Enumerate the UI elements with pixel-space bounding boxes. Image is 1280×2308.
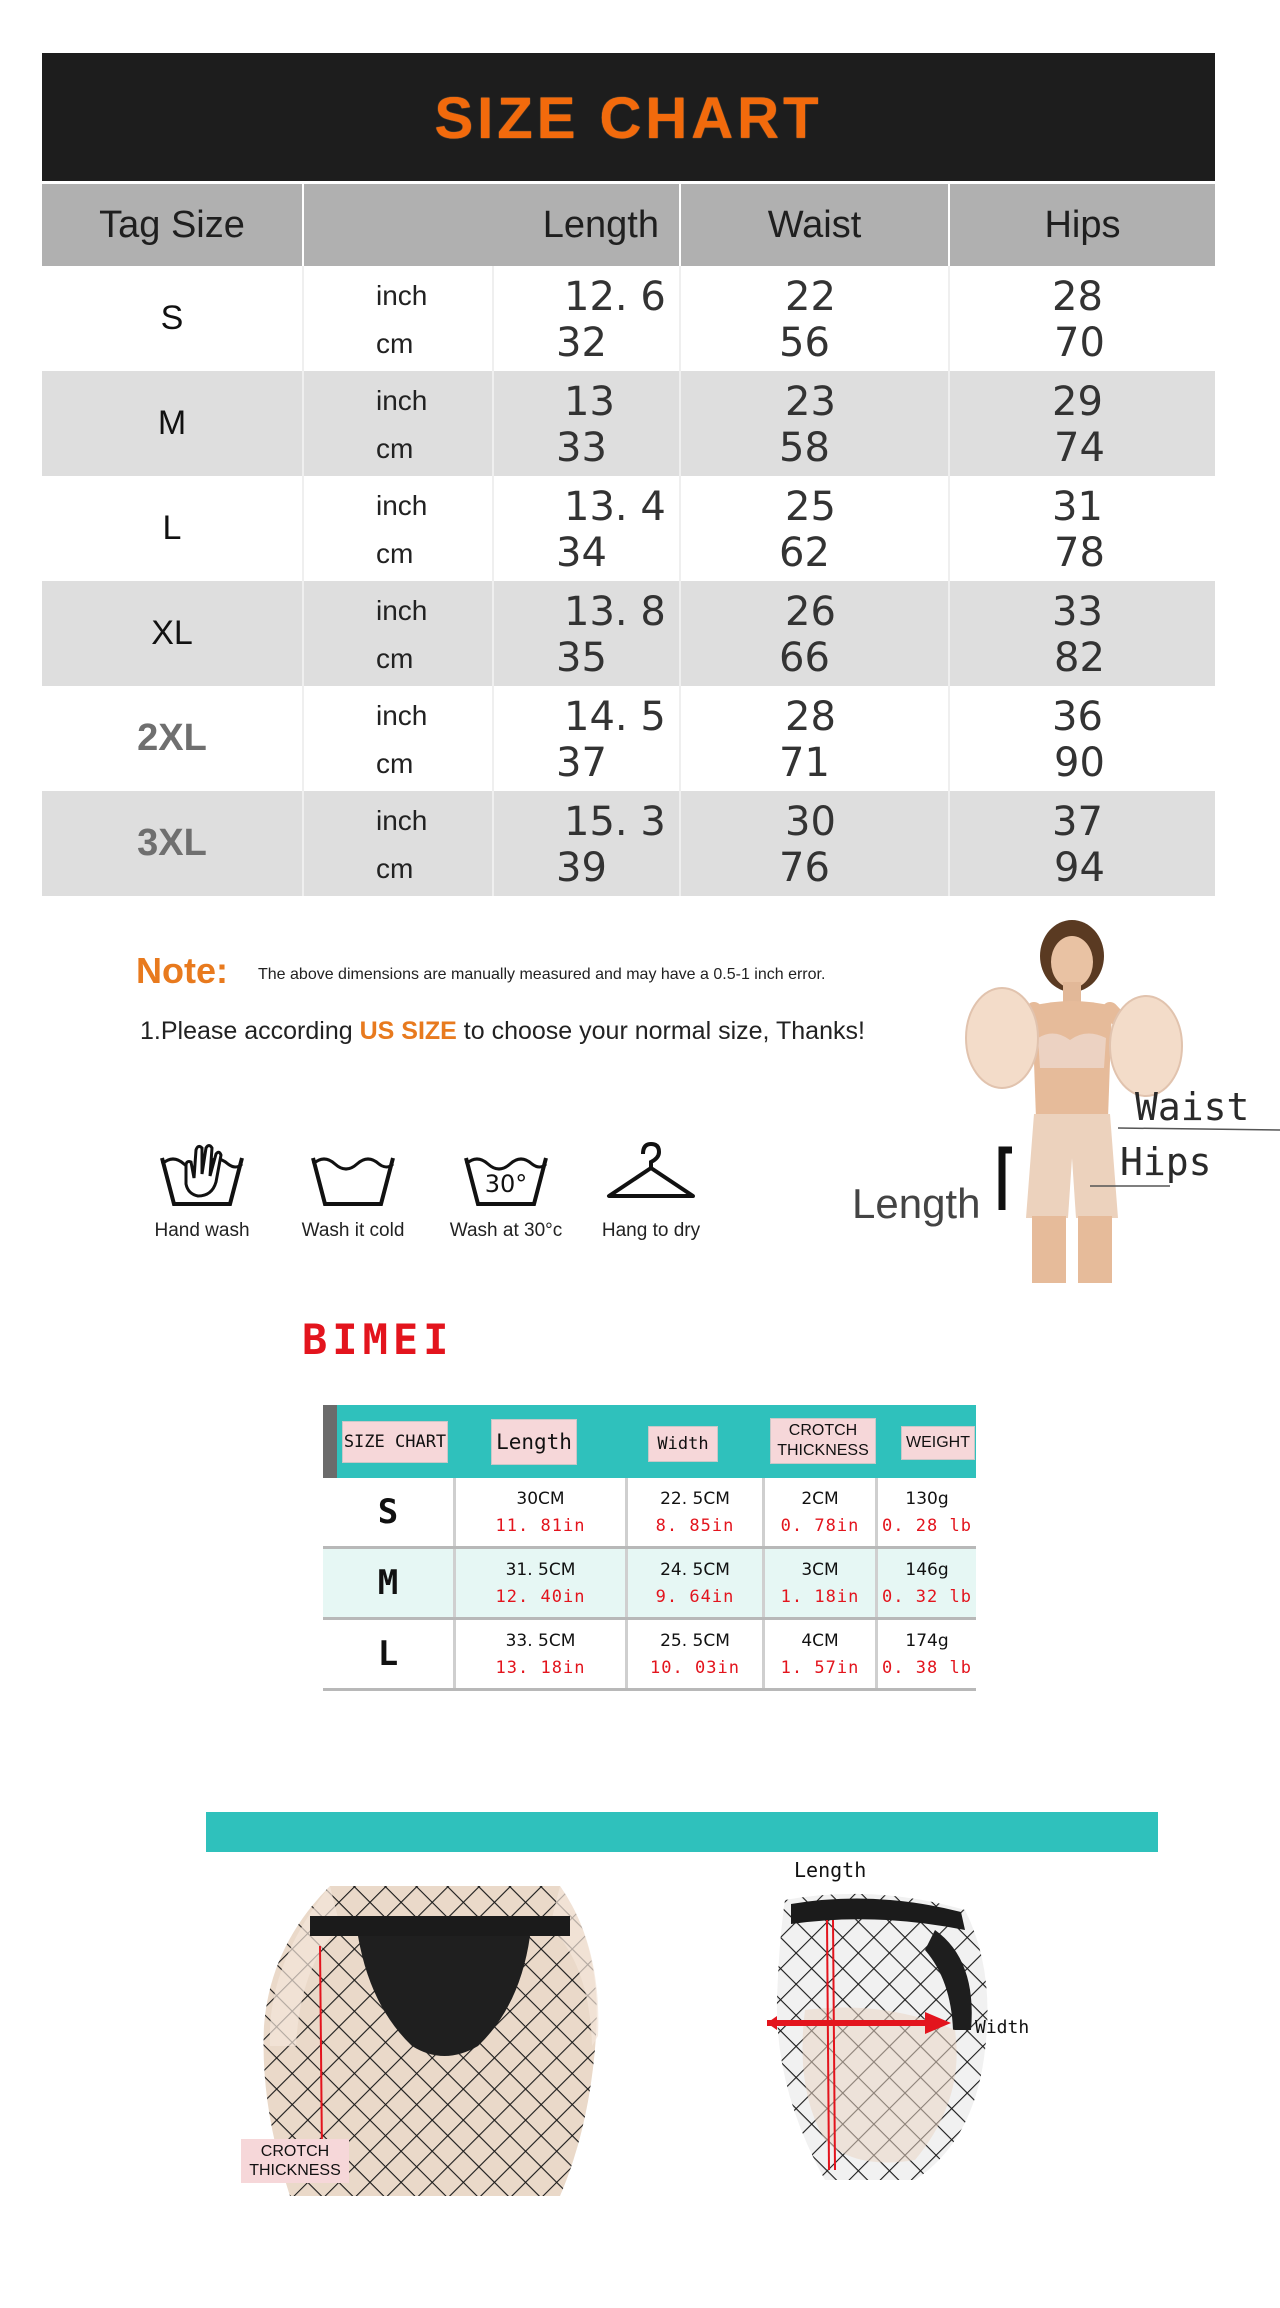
pad-header-width: Width (649, 1427, 717, 1461)
waist-inch: 25 (785, 484, 836, 530)
pad-crotch-imperial: 0. 78in (780, 1516, 860, 1536)
hips-cm: 78 (1054, 530, 1105, 576)
length-cell (494, 371, 681, 476)
length-cm: 39 (556, 845, 607, 891)
size-chart-header (42, 181, 1215, 266)
length-cm: 34 (556, 530, 607, 576)
pad-header-size-chart: SIZE CHART (343, 1422, 447, 1462)
waist-cell (681, 476, 950, 581)
length-cell (494, 476, 681, 581)
pad-size-row (323, 1620, 976, 1691)
unit-cell (304, 371, 494, 476)
unit-inch: inch (376, 280, 428, 311)
size-row (42, 791, 1215, 896)
pad-weight-cell (878, 1478, 976, 1546)
pad-chart-header (323, 1405, 976, 1478)
unit-inch: inch (376, 385, 428, 416)
pad-weight-imperial: 0. 38 lb (882, 1658, 972, 1678)
waist-cell (681, 371, 950, 476)
size-row (42, 581, 1215, 686)
pad-width-metric: 22. 5CM (660, 1489, 730, 1509)
size-advice (140, 1017, 865, 1046)
pad-weight-cell (878, 1620, 976, 1688)
brand-name: BIMEI (302, 1315, 454, 1364)
svg-text:30°: 30° (484, 1170, 528, 1198)
pad-length-imperial: 11. 81in (495, 1516, 586, 1536)
unit-inch: inch (376, 595, 428, 626)
pad-weight-imperial: 0. 32 lb (882, 1587, 972, 1607)
waist-inch: 22 (785, 274, 836, 320)
hips-inch: 29 (1052, 379, 1103, 425)
pad-width-imperial: 10. 03in (650, 1658, 740, 1678)
care-label: Wash at 30°c (449, 1220, 563, 1241)
hips-cell (950, 581, 1215, 686)
pad-width-metric: 25. 5CM (660, 1631, 730, 1651)
unit-cell (304, 266, 494, 371)
size-tag: S (42, 266, 304, 371)
waist-cm: 56 (779, 320, 830, 366)
pad-crotch-imperial: 1. 18in (780, 1587, 860, 1607)
note-text: The above dimensions are manually measured and may have a 0.5-1 inch error. (258, 966, 826, 983)
unit-cell (304, 581, 494, 686)
unit-cm: cm (376, 748, 414, 779)
length-cm: 37 (556, 740, 607, 786)
length-inch: 13 (564, 379, 615, 425)
pad-crotch-imperial: 1. 57in (780, 1658, 860, 1678)
header-tag-size: Tag Size (42, 184, 304, 266)
length-cell (494, 791, 681, 896)
teal-divider (206, 1812, 1158, 1852)
pad-length-metric: 30CM (516, 1489, 565, 1509)
hips-cell (950, 371, 1215, 476)
pad-size-chart (323, 1405, 976, 1691)
header-hips: Hips (1044, 204, 1121, 246)
length-inch: 14. 5 (564, 694, 666, 740)
hips-cell (950, 791, 1215, 896)
waist-cm: 76 (779, 845, 830, 891)
hips-cell (950, 686, 1215, 791)
unit-cm: cm (376, 853, 414, 884)
waist-cm: 66 (779, 635, 830, 681)
hips-inch: 31 (1052, 484, 1103, 530)
pad-width-cell (628, 1620, 765, 1688)
pad-weight-imperial: 0. 28 lb (882, 1516, 972, 1536)
diagram-length-label: Length (794, 1858, 867, 1882)
length-inch: 13. 4 (564, 484, 666, 530)
hips-inch: 33 (1052, 589, 1103, 635)
size-chart-table (42, 53, 1215, 896)
pad-crotch-metric: 2CM (801, 1489, 839, 1509)
pad-width-imperial: 9. 64in (655, 1587, 735, 1607)
length-inch: 12. 6 (564, 274, 666, 320)
diagram-width-label: Width (975, 2017, 1030, 2038)
hips-inch: 36 (1052, 694, 1103, 740)
pad-weight-metric: 146g (905, 1560, 949, 1580)
length-cm: 33 (556, 425, 607, 471)
unit-inch: inch (376, 700, 428, 731)
hips-cell (950, 476, 1215, 581)
pad-weight-cell (878, 1549, 976, 1617)
size-advice-after: to choose your normal size, Thanks! (456, 1017, 865, 1045)
wash-cold-icon (307, 1140, 399, 1210)
pad-weight-metric: 130g (905, 1489, 949, 1509)
pad-header-crotch: CROTCH THICKNESS (771, 1419, 875, 1463)
care-label: Hand wash (154, 1220, 250, 1241)
unit-cell (304, 791, 494, 896)
pad-crotch-cell (765, 1620, 878, 1688)
pad-size: M (323, 1549, 456, 1617)
waist-inch: 28 (785, 694, 836, 740)
length-cell (494, 266, 681, 371)
care-hang-dry (576, 1140, 726, 1242)
hips-cm: 90 (1054, 740, 1105, 786)
header-waist: Waist (681, 184, 950, 266)
size-advice-highlight: US SIZE (359, 1017, 457, 1045)
unit-cm: cm (376, 643, 414, 674)
pad-length-cell (456, 1620, 628, 1688)
note-label: Note: (136, 950, 228, 991)
pad-length-metric: 33. 5CM (505, 1631, 576, 1651)
wash-30-icon (460, 1140, 552, 1210)
pad-crotch-metric: 3CM (801, 1560, 839, 1580)
unit-cm: cm (376, 328, 414, 359)
pad-length-metric: 31. 5CM (505, 1560, 576, 1580)
care-label: Hang to dry (601, 1220, 701, 1241)
waist-cell (681, 686, 950, 791)
care-hand-wash (127, 1140, 277, 1242)
pad-size-row (323, 1549, 976, 1620)
model-waist-label: Waist (1135, 1085, 1250, 1129)
size-tag: 2XL (42, 686, 304, 791)
pad-size: S (323, 1478, 456, 1546)
pad-width-cell (628, 1478, 765, 1546)
care-label: Wash it cold (301, 1220, 405, 1241)
unit-cm: cm (376, 433, 414, 464)
waist-inch: 26 (785, 589, 836, 635)
side-view-photo (765, 1890, 1005, 2190)
care-wash-cold (278, 1140, 428, 1242)
waist-cell (681, 581, 950, 686)
model-length-label: Length (852, 1180, 981, 1227)
size-tag: M (42, 371, 304, 476)
model-hips-label: Hips (1120, 1140, 1212, 1184)
care-wash-30 (431, 1140, 581, 1242)
hang-dry-icon (605, 1140, 697, 1210)
length-cell (494, 686, 681, 791)
size-advice-before: 1.Please according (140, 1017, 360, 1045)
hips-cm: 82 (1054, 635, 1105, 681)
length-inch: 13. 8 (564, 589, 666, 635)
pad-length-cell (456, 1478, 628, 1546)
unit-cell (304, 686, 494, 791)
size-row (42, 371, 1215, 476)
hips-inch: 28 (1052, 274, 1103, 320)
size-tag: 3XL (42, 791, 304, 896)
hips-cm: 70 (1054, 320, 1105, 366)
pad-length-cell (456, 1549, 628, 1617)
hips-cell (950, 266, 1215, 371)
length-inch: 15. 3 (564, 799, 666, 845)
pad-length-imperial: 13. 18in (495, 1658, 586, 1678)
pad-crotch-metric: 4CM (801, 1631, 839, 1651)
waist-cm: 62 (779, 530, 830, 576)
waist-cm: 71 (779, 740, 830, 786)
hand-wash-icon (156, 1140, 248, 1210)
header-length: Length (304, 184, 681, 266)
size-row (42, 266, 1215, 371)
pad-size-row (323, 1478, 976, 1549)
hips-inch: 37 (1052, 799, 1103, 845)
length-cm: 35 (556, 635, 607, 681)
unit-cm: cm (376, 538, 414, 569)
size-tag: L (42, 476, 304, 581)
pad-size: L (323, 1620, 456, 1688)
size-chart-title: SIZE CHART (42, 53, 1215, 181)
pad-header-length: Length (492, 1420, 576, 1464)
waist-inch: 30 (785, 799, 836, 845)
size-row (42, 476, 1215, 581)
pad-length-imperial: 12. 40in (495, 1587, 586, 1607)
pad-width-metric: 24. 5CM (660, 1560, 730, 1580)
unit-inch: inch (376, 805, 428, 836)
pad-crotch-cell (765, 1549, 878, 1617)
size-row (42, 686, 1215, 791)
waist-inch: 23 (785, 379, 836, 425)
pad-header-weight: WEIGHT (902, 1427, 974, 1459)
length-cell (494, 581, 681, 686)
hips-cm: 94 (1054, 845, 1105, 891)
pad-width-cell (628, 1549, 765, 1617)
diagram-crotch-label: CROTCH THICKNESS (241, 2139, 349, 2183)
unit-inch: inch (376, 490, 428, 521)
hips-cm: 74 (1054, 425, 1105, 471)
waist-cm: 58 (779, 425, 830, 471)
pad-crotch-cell (765, 1478, 878, 1546)
size-tag: XL (42, 581, 304, 686)
pad-width-imperial: 8. 85in (655, 1516, 735, 1536)
waist-cell (681, 266, 950, 371)
unit-cell (304, 476, 494, 581)
waist-cell (681, 791, 950, 896)
pad-weight-metric: 174g (905, 1631, 949, 1651)
length-cm: 32 (556, 320, 607, 366)
